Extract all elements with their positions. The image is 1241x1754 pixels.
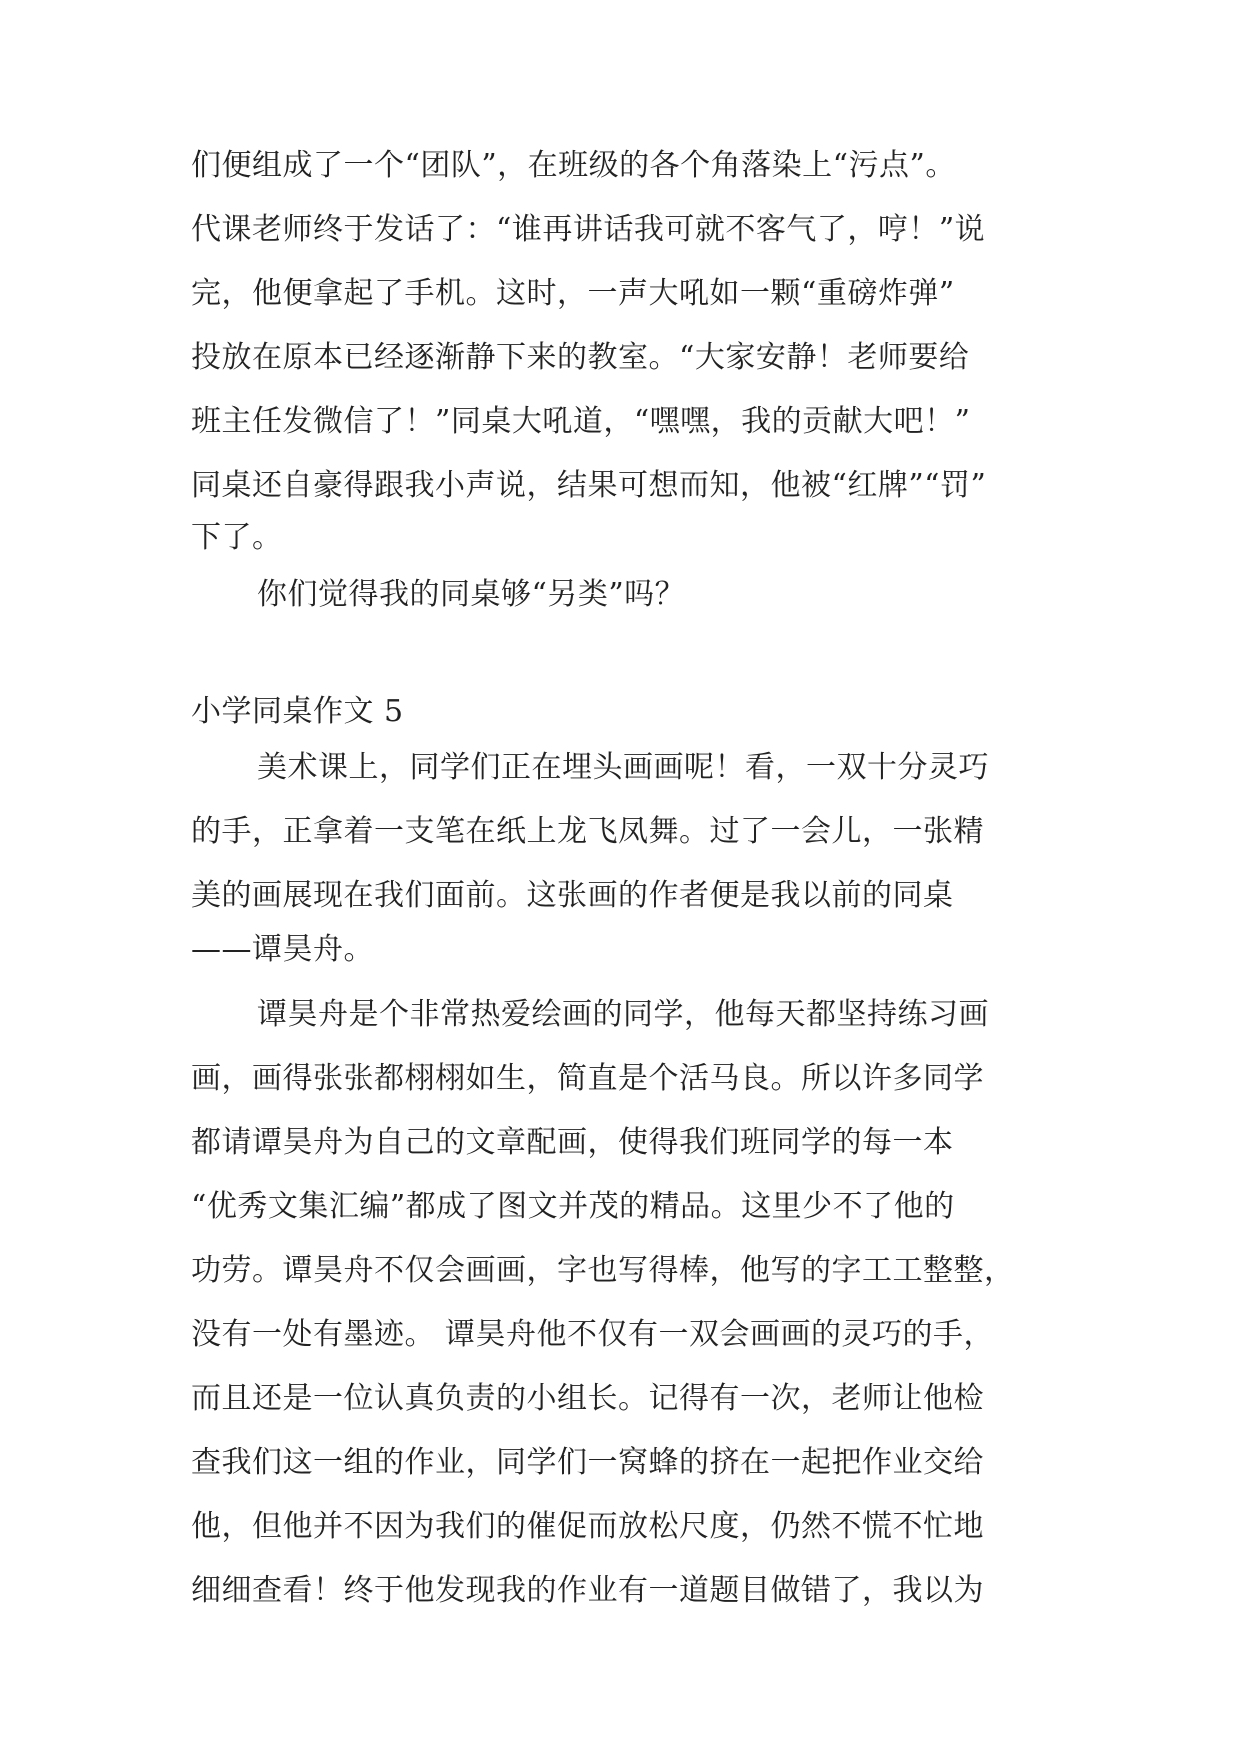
text-line: 都请谭昊舟为自己的文章配画，使得我们班同学的每一本 [191, 1125, 954, 1160]
text-line: 他，但他并不因为我们的催促而放松尺度，仍然不慌不忙地 [191, 1509, 984, 1544]
section-title: 小学同桌作文 5 [191, 694, 404, 729]
text-line: 代课老师终于发话了：“谁再讲话我可就不客气了，哼！”说 [191, 212, 986, 247]
text-line: 完，他便拿起了手机。这时，一声大吼如一颗“重磅炸弹” [191, 276, 955, 311]
text-line: 画，画得张张都栩栩如生，简直是个活马良。所以许多同学 [191, 1061, 984, 1096]
text-line: 们便组成了一个“团队”，在班级的各个角落染上“污点”。 [191, 148, 956, 183]
text-line: 细细查看！终于他发现我的作业有一道题目做错了，我以为 [191, 1573, 984, 1608]
text-line: 同桌还自豪得跟我小声说，结果可想而知，他被“红牌”“罚” [191, 468, 987, 503]
text-line: 的手，正拿着一支笔在纸上龙飞凤舞。过了一会儿，一张精 [191, 814, 984, 849]
text-line: 查我们这一组的作业，同学们一窝蜂的挤在一起把作业交给 [191, 1445, 984, 1480]
text-line: 谭昊舟是个非常热爱绘画的同学，他每天都坚持练习画 [257, 997, 989, 1032]
text-line: 功劳。谭昊舟不仅会画画，字也写得棒，他写的字工工整整， [191, 1253, 1015, 1288]
text-line: 班主任发微信了！”同桌大吼道，“嘿嘿，我的贡献大吧！” [191, 404, 971, 439]
text-line: 美的画展现在我们面前。这张画的作者便是我以前的同桌 [191, 878, 954, 913]
text-line: ——谭昊舟。 [191, 932, 374, 967]
text-line: 没有一处有墨迹。 谭昊舟他不仅有一双会画画的灵巧的手， [191, 1317, 995, 1352]
text-line: 投放在原本已经逐渐静下来的教室。“大家安静！老师要给 [191, 340, 970, 375]
closing-question: 你们觉得我的同桌够“另类”吗？ [257, 577, 686, 612]
text-line: “优秀文集汇编”都成了图文并茂的精品。这里少不了他的 [191, 1189, 955, 1224]
text-line: 美术课上，同学们正在埋头画画呢！看，一双十分灵巧 [257, 750, 989, 785]
text-line: 而且还是一位认真负责的小组长。记得有一次，老师让他检 [191, 1381, 984, 1416]
text-line: 下了。 [191, 520, 283, 555]
